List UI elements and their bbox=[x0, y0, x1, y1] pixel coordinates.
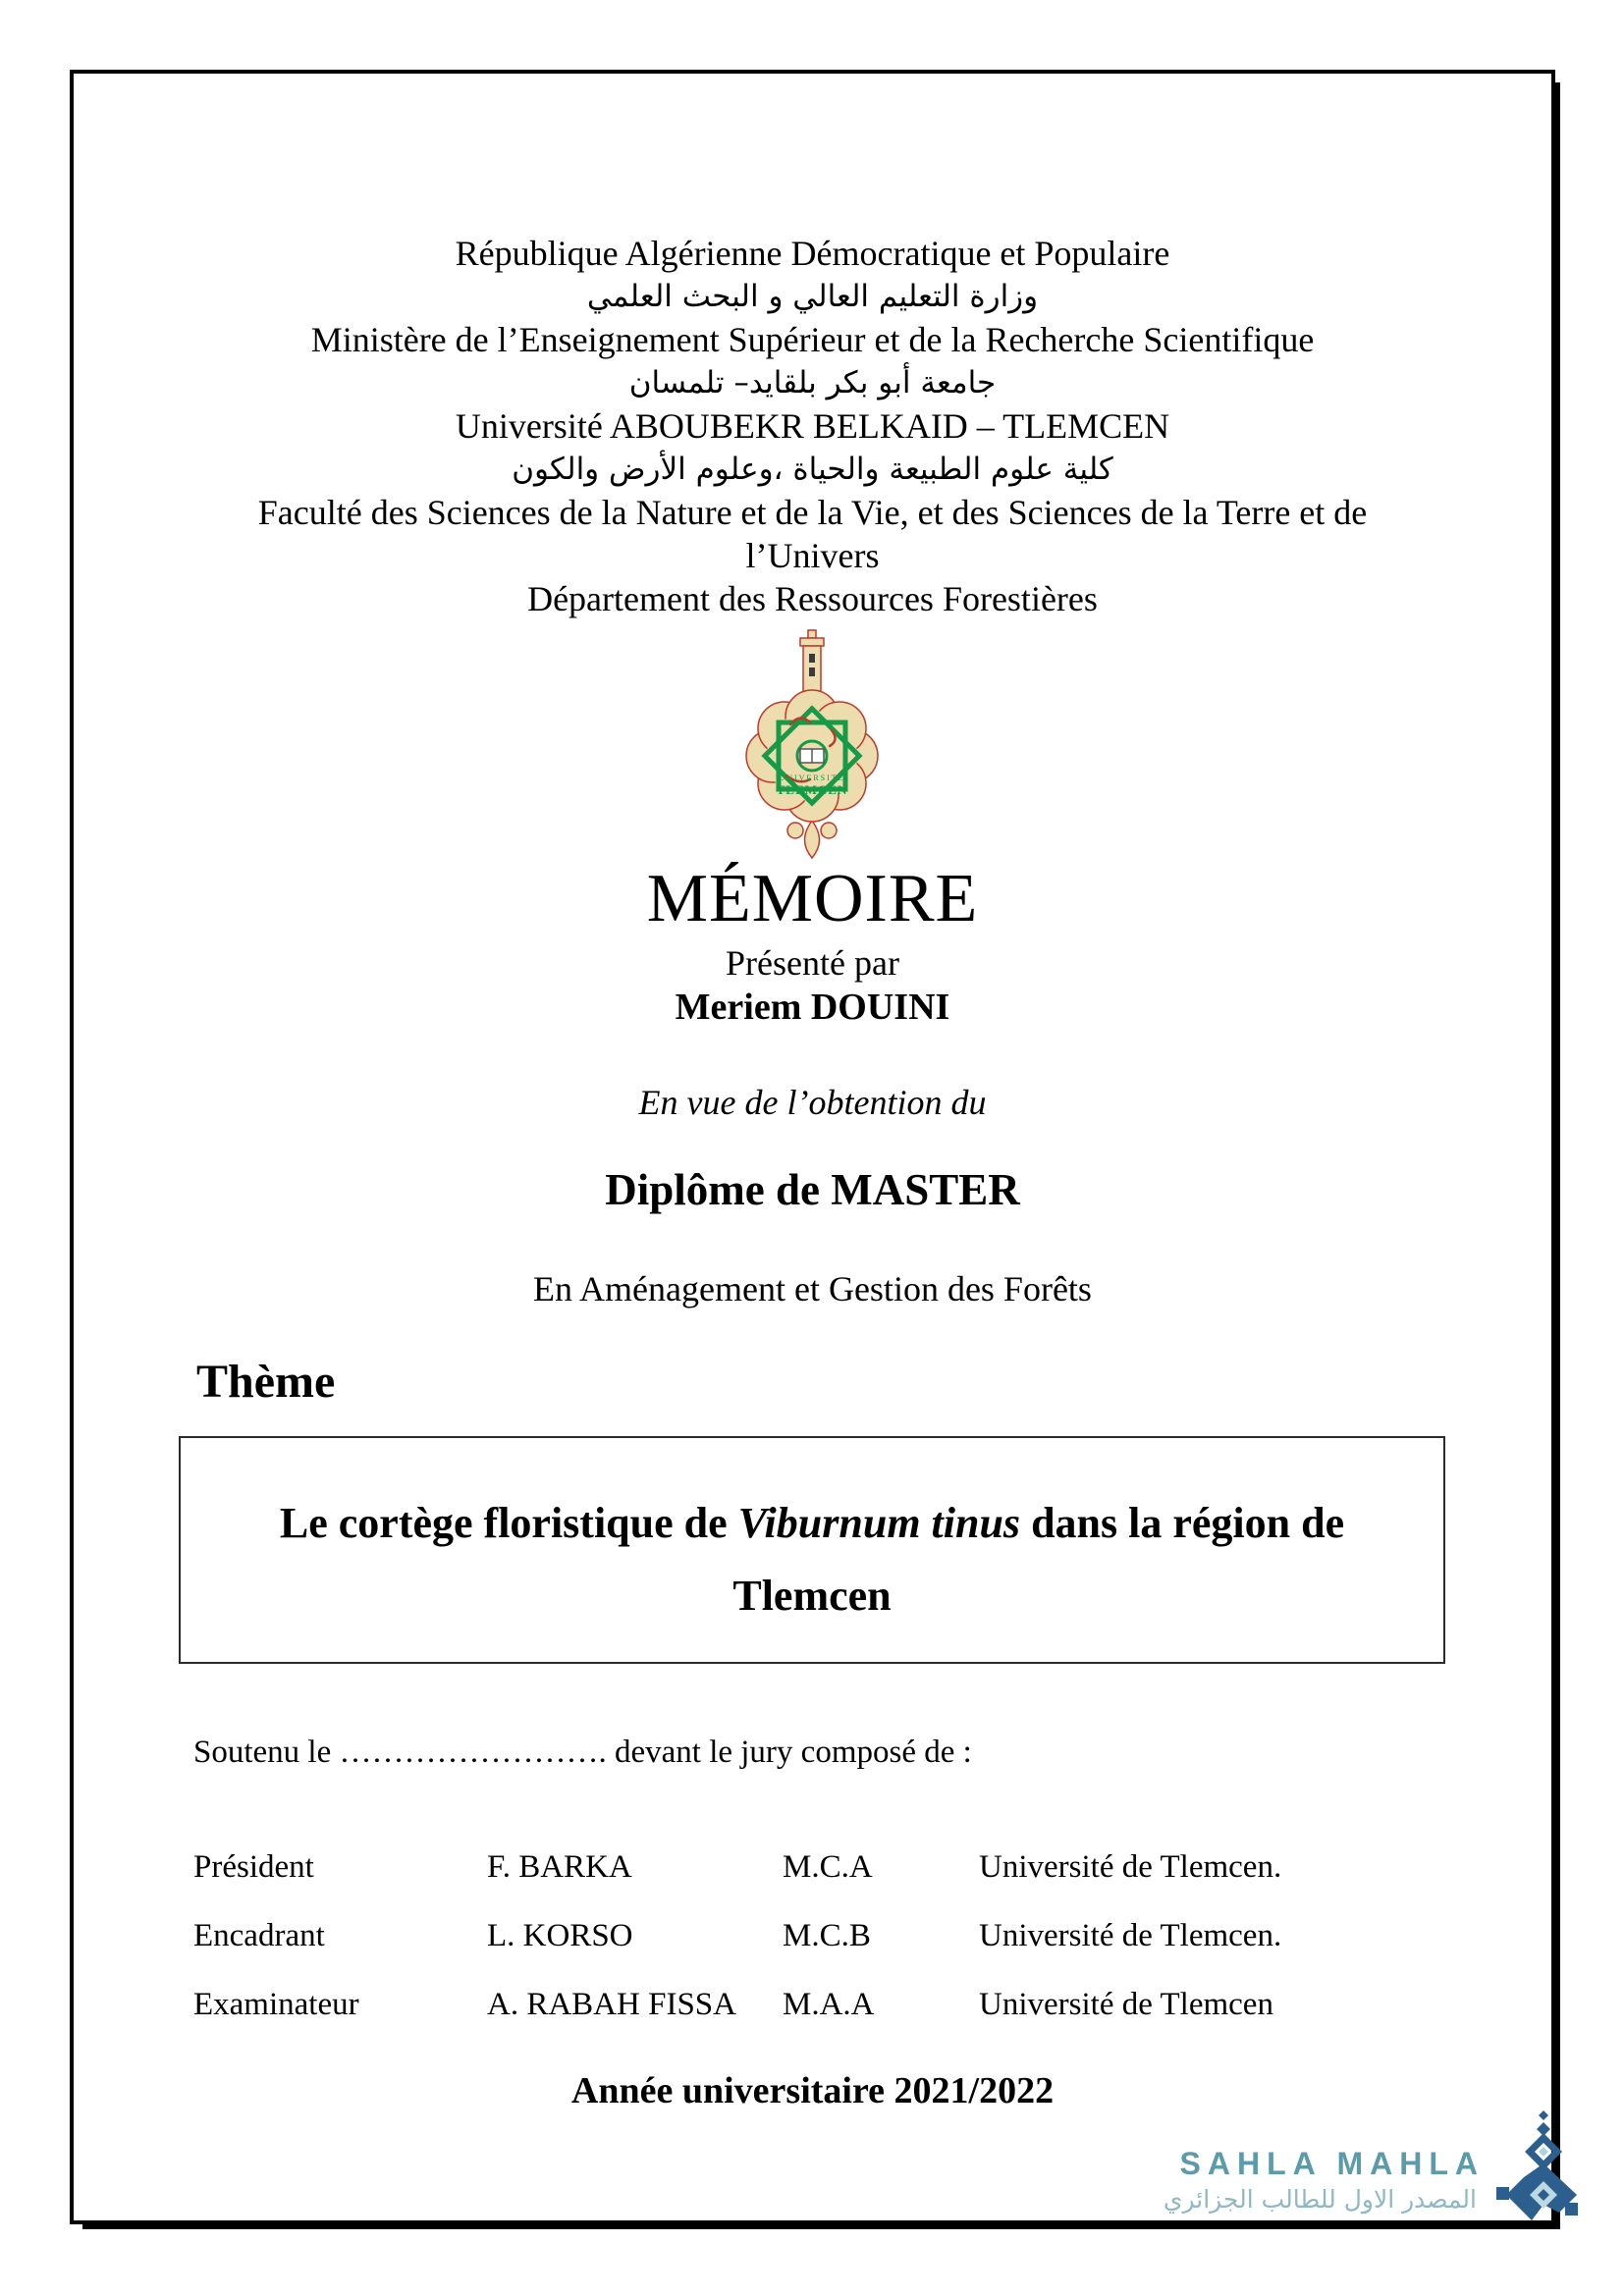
jury-row-president bbox=[193, 1849, 1281, 1886]
logo-text-universite: UNIVERSITE bbox=[779, 774, 845, 782]
jury-university: Université de Tlemcen bbox=[979, 1987, 1273, 2022]
jury-role: Encadrant bbox=[193, 1918, 325, 1953]
jury-university: Université de Tlemcen. bbox=[979, 1849, 1282, 1885]
purpose-line: En vue de l’obtention du bbox=[638, 1083, 987, 1122]
diploma-title: Diplôme de MASTER bbox=[605, 1165, 1020, 1214]
jury-row-examinateur bbox=[193, 1987, 1273, 2023]
presented-by-label: Présenté par bbox=[726, 943, 899, 983]
header-line-ministry-ar: وزارة التعليم العالي و البحث العلمي bbox=[586, 279, 1039, 314]
header-line-ministry-fr: Ministère de l’Enseignement Supérieur et de la Recherche Scientifique bbox=[310, 320, 1315, 359]
watermark-emblem bbox=[1496, 2110, 1579, 2225]
theme-title-line1 bbox=[181, 1487, 1443, 1560]
jury-name: L. KORSO bbox=[487, 1918, 633, 1953]
header-line-department: Département des Ressources Forestières bbox=[527, 579, 1098, 618]
academic-year: Année universitaire 2021/2022 bbox=[570, 2070, 1055, 2111]
header-line-university-fr: Université ABOUBEKR BELKAID – TLEMCEN bbox=[455, 406, 1170, 446]
jury-grade: M.C.B bbox=[783, 1918, 871, 1953]
jury-role: Président bbox=[193, 1849, 314, 1885]
defense-intro-line: Soutenu le ……………………. devant le jury composé de : bbox=[193, 1735, 972, 1770]
theme-title-line2: Tlemcen bbox=[732, 1572, 892, 1620]
jury-university: Université de Tlemcen. bbox=[979, 1918, 1282, 1953]
university-logo bbox=[733, 628, 891, 862]
logo-text-tlemcen: TLEMCEN bbox=[776, 782, 848, 797]
jury-name: F. BARKA bbox=[487, 1849, 632, 1885]
header-line-faculty-ar: كلية علوم الطبيعة والحياة ،وعلوم الأرض والكون bbox=[512, 452, 1113, 487]
speciality-line: En Aménagement et Gestion des Forêts bbox=[533, 1269, 1092, 1308]
header-line-faculty-fr-1: Faculté des Sciences de la Nature et de la Vie, et des Sciences de la Terre et de bbox=[257, 493, 1368, 532]
jury-grade: M.A.A bbox=[783, 1987, 875, 2022]
sahla-mahla-emblem-icon bbox=[1496, 2110, 1579, 2220]
header-line-university-ar: جامعة أبو بكر بلقايد– تلمسان bbox=[628, 365, 997, 400]
university-tlemcen-logo-icon bbox=[733, 628, 891, 862]
theme-title-mid: dans la région de bbox=[1020, 1499, 1345, 1547]
header-line-faculty-fr-2: l’Univers bbox=[745, 536, 880, 575]
watermark-brand: SAHLA MAHLA bbox=[1179, 2146, 1485, 2181]
author-name: Meriem DOUINI bbox=[675, 987, 950, 1028]
watermark-tagline: المصدر الاول للطالب الجزائري bbox=[1163, 2185, 1477, 2214]
header-line-republic: République Algérienne Démocratique et Populaire bbox=[455, 234, 1170, 273]
jury-name: A. RABAH FISSA bbox=[487, 1987, 736, 2022]
institution-header bbox=[70, 232, 1555, 620]
theme-title-species: Viburnum tinus bbox=[737, 1499, 1021, 1547]
jury-grade: M.C.A bbox=[783, 1849, 873, 1885]
theme-title-prefix: Le cortège floristique de bbox=[279, 1499, 738, 1547]
theme-heading: Thème bbox=[196, 1356, 336, 1408]
jury-row-encadrant bbox=[193, 1918, 1281, 1954]
theme-title-box bbox=[179, 1436, 1445, 1664]
memoire-title: MÉMOIRE bbox=[646, 861, 979, 936]
jury-role: Examinateur bbox=[193, 1987, 359, 2022]
